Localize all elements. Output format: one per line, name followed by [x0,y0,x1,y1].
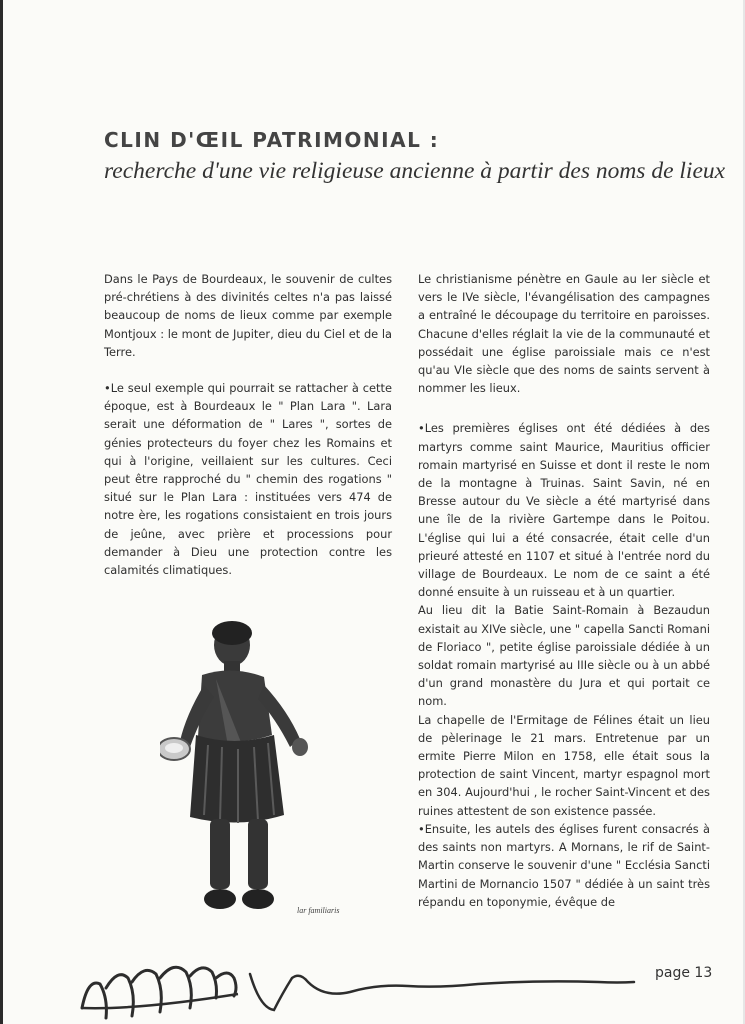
right-paragraph-5: •Ensuite, les autels des églises furent consacrés à des saints non martyrs. A Mornans, le rif de Saint-Martin conserve le souvenir d'une " Ecclésia Sancti Martini de Mornancio 1507 " dédiée à un saint très répandu en toponymie, évêque de [418,821,710,909]
right-paragraph-2: •Les premières églises ont été dédiées à des martyrs comme saint Maurice, Mauritius officier romain martyrisé en Suisse et dont il reste le nom de la montagne à Truinas. Saint Savin, né en Bresse autour du Ve siècle a été martyrisé dans une île de la rivière Gartempe dans le Poitou. L'église qui lui a été consacrée, était celle d'un prieuré attesté en 1107 et situé à l'entrée nord du village de Bourdeaux. Le nom de ce saint a été donné ensuite à un ruisseau et à un quartier. [418,421,710,600]
page-number: page 13 [655,965,713,981]
left-column [104,270,392,579]
right-paragraph-3: Au lieu dit la Batie Saint-Romain à Bezaudun existait au XIVe siècle, une " capella Sancti Romani de Floriaco ", petite église paroissiale dédiée à un soldat romain martyrisé au IIIe siècle ou à un abbé d'un grand monastère du Jura et qui portait ce nom. [418,603,710,709]
left-paragraph-1: Dans le Pays de Bourdeaux, le souvenir de cultes pré-chrétiens à des divinités celtes n'a pas laissé beaucoup de noms de lieux comme par exemple Montjoux : le mont de Jupiter, dieu du Ciel et de la Terre. [104,272,392,359]
figure-caption: lar familiaris [297,906,340,915]
article-title: CLIN D'ŒIL PATRIMONIAL : [104,128,440,152]
decorative-scribble-line [78,938,638,1024]
left-paragraph-2: •Le seul exemple qui pourrait se rattacher à cette époque, est à Bourdeaux le " Plan Lara ". Lara serait une déformation de " Lares ", sortes de génies protecteurs du foyer chez les Romains et qui à l'origine, veillaient sur les cultures. Ceci peut être rapproché du " chemin des rogations " situé sur le Plan Lara : instituées vers 474 de notre ère, les rogations consistaient en trois jours de jeûne, avec prière et processions pour demander à Dieu une protection contre les calamités climatiques. [104,381,392,578]
right-column [418,270,710,911]
right-paragraph-4: La chapelle de l'Ermitage de Félines était un lieu de pèlerinage le 21 mars. Entretenue par un ermite Pierre Milon en 1758, elle était sous la protection de saint Vincent, martyr espagnol mort en 304. Aujourd'hui , le rocher Saint-Vincent et des ruines attestent de son existence passée. [418,712,710,818]
right-paragraph-1: Le christianisme pénètre en Gaule au Ier siècle et vers le IVe siècle, l'évangélisation des campagnes a entraîné le découpage du territoire en paroisses. Chacune d'elles réglait la vie de la communauté et possédait une église paroissiale mais ce n'est qu'au VIe siècle que des noms de saints servent à nommer les lieux. [418,272,710,396]
article-subtitle: recherche d'une vie religieuse ancienne à partir des noms de lieux [104,158,726,184]
scan-edge-left [0,0,3,1024]
lar-statuette-illustration [160,615,325,920]
